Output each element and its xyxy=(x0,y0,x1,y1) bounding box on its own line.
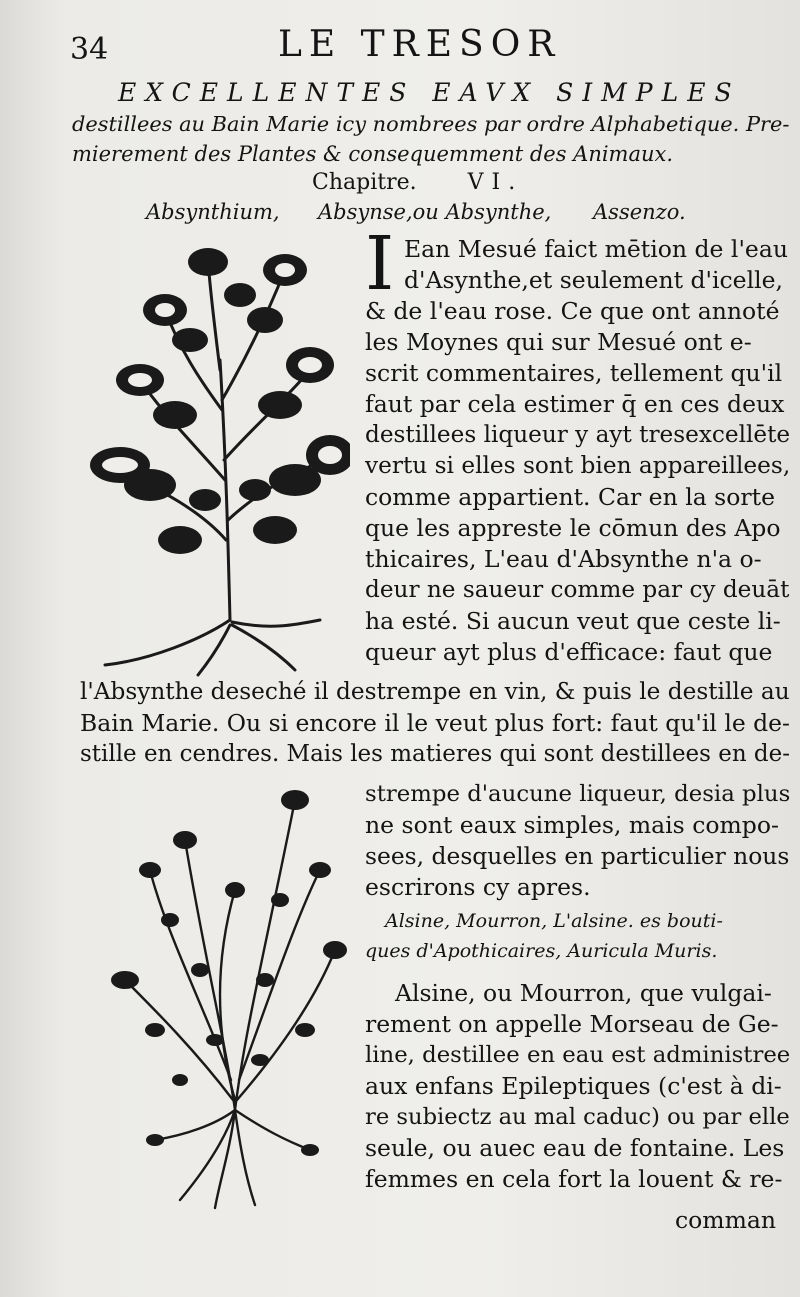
plant-names-alsine: ques d'Apothicaires, Auricula Muris. xyxy=(365,940,718,962)
subheading-line: destillees au Bain Marie icy nombrees par ordre Alphabetique. Pre- xyxy=(72,112,790,136)
text-line: ne sont eaux simples, mais compo- xyxy=(365,811,779,839)
text-line: faut par cela estimer q̄ en ces deux xyxy=(365,390,785,418)
absinthe-woodcut xyxy=(80,240,350,680)
text-line: scrit commentaires, tellement qu'il xyxy=(365,359,783,387)
text-line: d'Asynthe,et seulement d'icelle, xyxy=(404,266,783,294)
text-line: line, destillee en eau est administree xyxy=(365,1042,791,1068)
text-line: que les appreste le cōmun des Apo xyxy=(365,514,781,542)
text-line: l'Absynthe deseché il destrempe en vin, & puis le destille au xyxy=(80,678,790,705)
catchword: comman xyxy=(675,1206,777,1234)
drop-cap: I xyxy=(365,221,395,307)
alsine-woodcut xyxy=(95,780,350,1210)
text-line: thicaires, L'eau d'Absynthe n'a o- xyxy=(365,545,762,573)
text-line: & de l'eau rose. Ce que ont annoté xyxy=(365,297,780,325)
text-line: re subiectz au mal caduc) ou par elle xyxy=(365,1104,790,1130)
text-line: les Moynes qui sur Mesué ont e- xyxy=(365,328,752,356)
plant-name-italian: Assenzo. xyxy=(593,200,686,224)
text-line: escrirons cy apres. xyxy=(365,873,591,901)
plant-name-french: Absynse,ou Absynthe, xyxy=(318,200,552,224)
text-line: Alsine, ou Mourron, que vulgai- xyxy=(395,979,772,1007)
plant-name-latin: Absynthium, xyxy=(146,200,280,224)
text-line: stille en cendres. Mais les matieres qui sont destillees en de- xyxy=(80,741,790,767)
text-line: aux enfans Epileptiques (c'est à di- xyxy=(365,1072,782,1100)
text-line: ha esté. Si aucun veut que ceste li- xyxy=(365,607,781,635)
running-head: LE TRESOR xyxy=(278,24,562,65)
chapter-numeral: VI. xyxy=(467,170,524,195)
text-line: queur ayt plus d'efficace: faut que xyxy=(365,638,773,666)
subheading-line: mierement des Plantes & consequemment des Animaux. xyxy=(72,142,674,166)
section-heading: EXCELLENTES EAVX SIMPLES xyxy=(118,78,741,107)
text-line: seule, ou auec eau de fontaine. Les xyxy=(365,1134,785,1162)
text-line: femmes en cela fort la louent & re- xyxy=(365,1165,783,1193)
plant-names-alsine: Alsine, Mourron, L'alsine. es bouti- xyxy=(385,910,723,932)
text-line: rement on appelle Morseau de Ge- xyxy=(365,1010,779,1038)
chapter-label xyxy=(312,170,523,195)
text-line: deur ne saueur comme par cy deuāt xyxy=(365,576,790,603)
text-line: vertu si elles sont bien appareillees, xyxy=(365,452,791,479)
chapter-word: Chapitre. xyxy=(312,170,417,195)
text-line: comme appartient. Car en la sorte xyxy=(365,483,775,511)
text-line: destillees liqueur y ayt tresexcellēte xyxy=(365,421,791,448)
text-line: strempe d'aucune liqueur, desia plus xyxy=(365,781,791,807)
text-line: sees, desquelles en particulier nous xyxy=(365,842,790,870)
page-number: 34 xyxy=(70,32,109,67)
text-line: Ean Mesué faict mētion de l'eau xyxy=(404,235,788,263)
text-line: Bain Marie. Ou si encore il le veut plus fort: faut qu'il le de- xyxy=(80,709,790,737)
